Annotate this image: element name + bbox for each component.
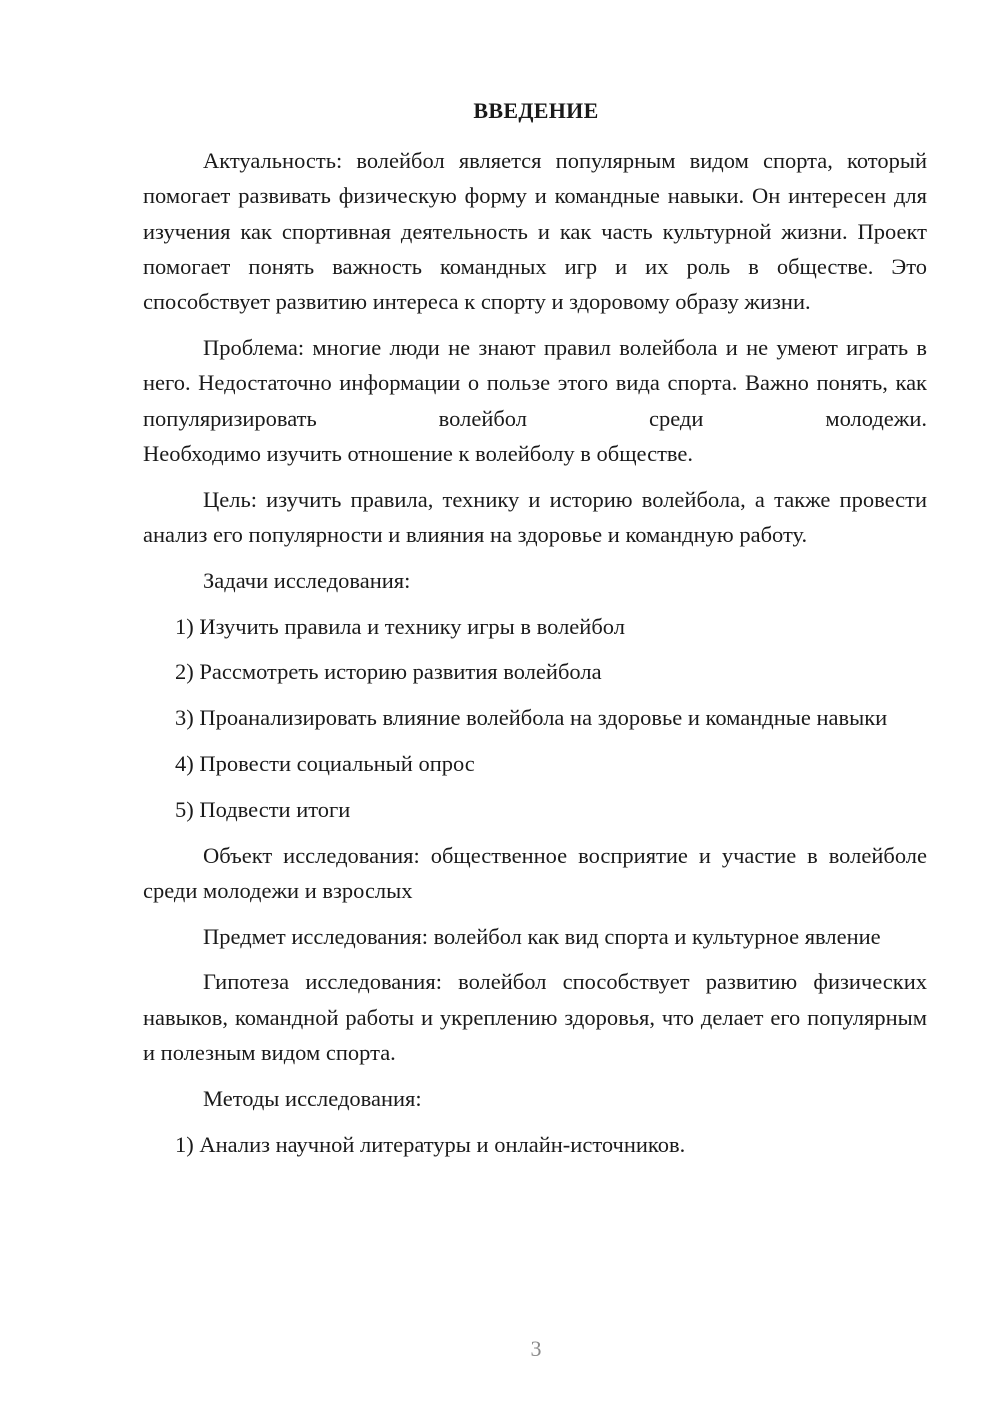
problem-block: [143, 330, 927, 471]
page-number: 3: [530, 1336, 542, 1361]
paragraph-problem-continued: Необходимо изучить отношение к волейболу в обществе.: [143, 440, 694, 466]
list-item-task-2: 2) Рассмотреть историю развития волейбола: [175, 659, 602, 685]
paragraph-relevance: Актуальность: волейбол является популярным видом спорта, который помогает развивать физическую форму и командные навыки. Он интересен для изучения как спортивная деятельность и как часть культурной жизни. Проект помогает понять важность командных игр и их роль в обществе. Это способствует развитию интереса к спорту и здоровому образу жизни.: [143, 148, 927, 315]
list-item-task-1: 1) Изучить правила и технику игры в волейбол: [175, 613, 625, 639]
paragraph-object: Объект исследования: общественное восприятие и участие в волейболе среди молодежи и взрослых: [143, 842, 927, 903]
list-item-task-5: 5) Подвести итоги: [175, 796, 351, 822]
paragraph-goal: Цель: изучить правила, технику и историю волейбола, а также провести анализ его популярности и влияния на здоровье и командную работу.: [143, 486, 927, 547]
section-heading: ВВЕДЕНИЕ: [473, 98, 599, 123]
paragraph-problem: Проблема: многие люди не знают правил волейбола и не умеют играть в него. Недостаточно информации о пользе этого вида спорта. Важно понять, как популяризировать волейбол среди молодежи.: [143, 334, 927, 431]
list-item-method-1: 1) Анализ научной литературы и онлайн-источников.: [175, 1131, 686, 1157]
list-item-task-4: 4) Провести социальный опрос: [175, 750, 475, 776]
paragraph-methods-heading: Методы исследования:: [203, 1085, 422, 1111]
paragraph-subject: Предмет исследования: волейбол как вид спорта и культурное явление: [203, 923, 881, 949]
paragraph-hypothesis: Гипотеза исследования: волейбол способствует развитию физических навыков, командной работы и укреплению здоровья, что делает его популярным и полезным видом спорта.: [143, 969, 927, 1066]
document-body: [143, 143, 927, 1172]
paragraph-tasks-heading: Задачи исследования:: [203, 567, 411, 593]
list-item-task-3: 3) Проанализировать влияние волейбола на здоровье и командные навыки: [175, 705, 888, 731]
